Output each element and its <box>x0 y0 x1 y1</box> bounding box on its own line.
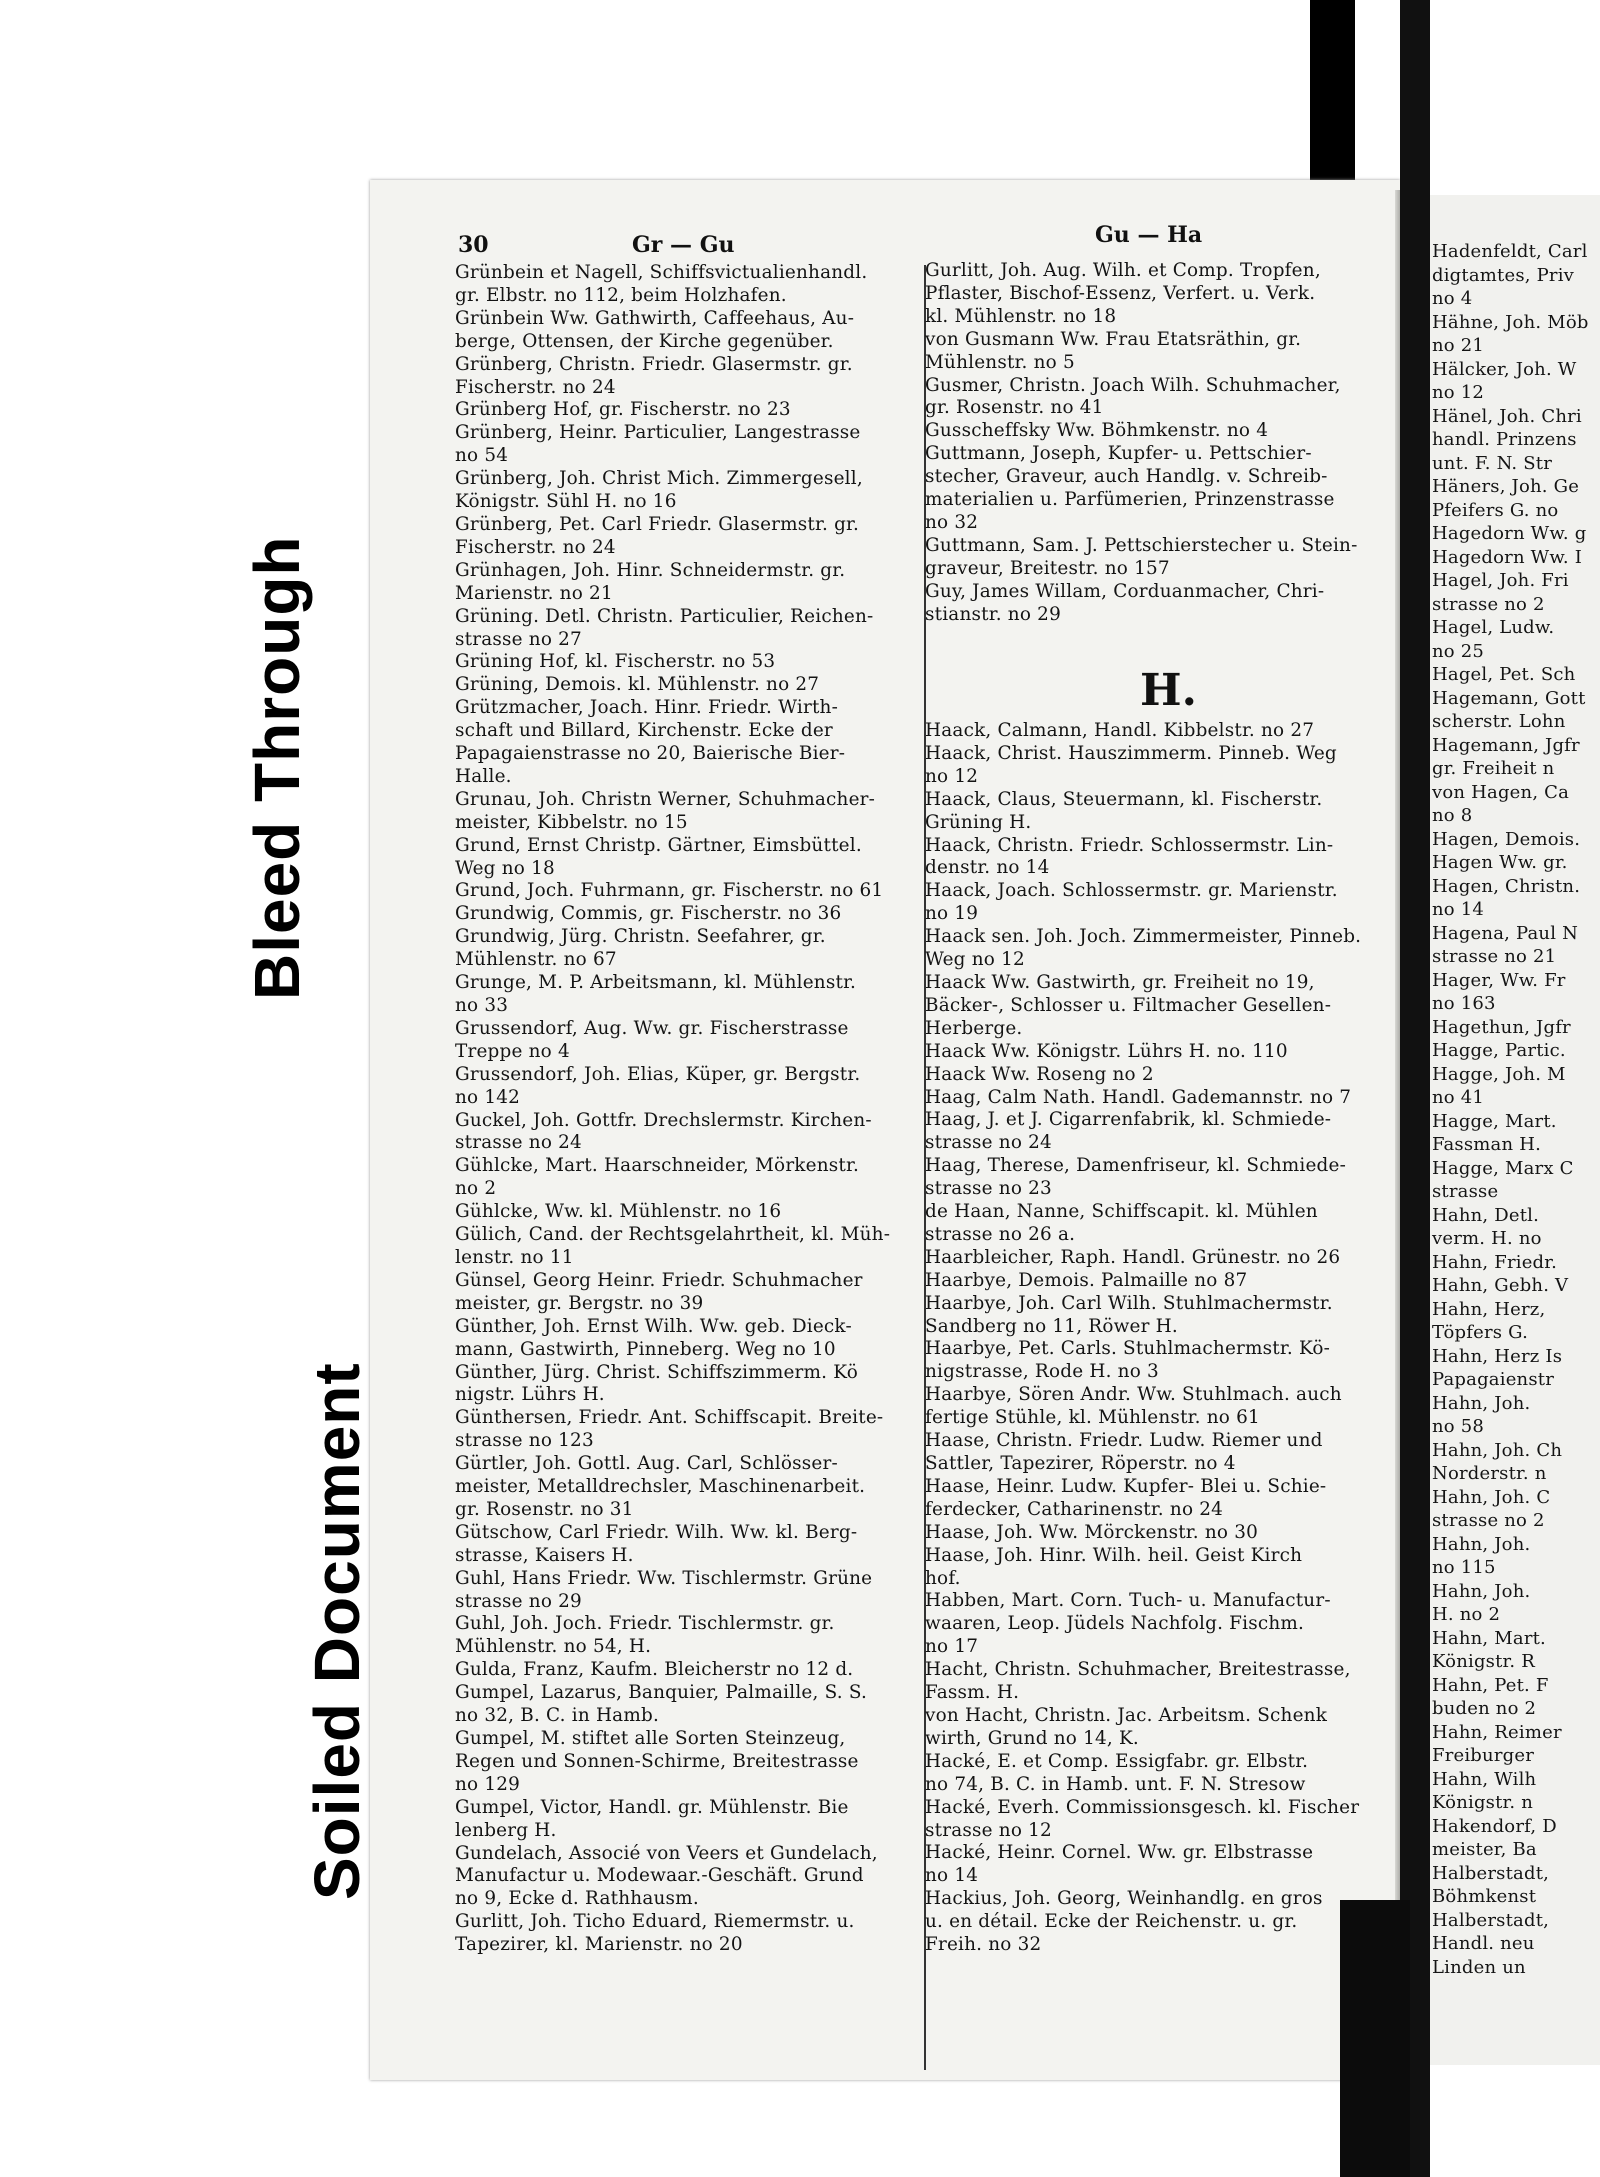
directory-line: no 58 <box>1432 1416 1485 1437</box>
directory-line: Häners, Joh. Ge <box>1432 476 1580 497</box>
directory-line: Grussendorf, Aug. Ww. gr. Fischerstrasse <box>455 1017 849 1039</box>
directory-line: Handl. neu <box>1432 1933 1535 1954</box>
directory-line: Papagaienstrasse no 20, Baierische Bier- <box>455 743 846 765</box>
directory-line: Haack, Joach. Schlossermstr. gr. Marienstr. <box>925 880 1338 902</box>
soiled-document-stamp: Soiled Document <box>301 1362 373 1900</box>
directory-line: Haarbye, Sören Andr. Ww. Stuhlmach. auch <box>925 1384 1342 1406</box>
directory-line: materialien u. Parfümerien, Prinzenstrasse <box>925 489 1335 511</box>
directory-line: Guy, James Willam, Corduanmacher, Chri- <box>925 580 1325 602</box>
directory-line: Grünberg, Heinr. Particulier, Langestrasse <box>455 422 861 444</box>
directory-line: buden no 2 <box>1432 1698 1537 1719</box>
directory-line: Hahn, Pet. F <box>1432 1674 1549 1696</box>
directory-line: Grünberg Hof, gr. Fischerstr. no 23 <box>455 399 791 421</box>
directory-line: von Hagen, Ca <box>1432 781 1570 803</box>
directory-line: Haag, Calm Nath. Handl. Gademannstr. no 7 <box>925 1086 1352 1108</box>
directory-line: Hagemann, Jgfr <box>1432 734 1580 756</box>
directory-line: Hager, Ww. Fr <box>1432 969 1566 991</box>
directory-line: Günsel, Georg Heinr. Friedr. Schuhmacher <box>455 1269 863 1291</box>
directory-line: u. en détail. Ecke der Reichenstr. u. gr. <box>925 1911 1298 1933</box>
directory-line: no 12 <box>925 765 979 787</box>
directory-line: Haarbleicher, Raph. Handl. Grünestr. no 26 <box>925 1246 1341 1268</box>
directory-line: strasse no 23 <box>925 1178 1052 1200</box>
directory-line: Hagel, Pet. Sch <box>1432 664 1576 685</box>
directory-line: Fischerstr. no 24 <box>455 536 616 558</box>
directory-line: meister, Ba <box>1432 1839 1537 1860</box>
directory-line: Hacké, Heinr. Cornel. Ww. gr. Elbstrasse <box>925 1842 1314 1864</box>
directory-line: Günthersen, Friedr. Ant. Schiffscapit. Breite- <box>455 1407 884 1429</box>
directory-line: Freiburger <box>1432 1745 1535 1766</box>
directory-line: Fassm. H. <box>925 1682 1020 1704</box>
directory-line: Hahn, Wilh <box>1432 1768 1537 1790</box>
directory-line: no 142 <box>455 1086 521 1108</box>
directory-line: no 17 <box>925 1636 979 1658</box>
scanner-edge-top <box>1310 0 1355 180</box>
directory-line: strasse, Kaisers H. <box>455 1544 634 1566</box>
directory-line: Grünbein et Nagell, Schiffsvictualienhandl. <box>455 262 868 283</box>
directory-line: Gusmer, Christn. Joach Wilh. Schuhmacher, <box>925 374 1341 396</box>
directory-line: no 21 <box>1432 335 1485 356</box>
directory-line: Hagen Ww. gr. <box>1432 852 1568 873</box>
directory-line: Grünberg, Pet. Carl Friedr. Glasermstr. gr. <box>455 513 860 535</box>
directory-line: Gumpel, M. stiftet alle Sorten Steinzeug, <box>455 1728 846 1749</box>
directory-line: graveur, Breitestr. no 157 <box>925 557 1170 579</box>
directory-line: no 8 <box>1432 805 1473 826</box>
directory-line: Guhl, Joh. Joch. Friedr. Tischlermstr. gr. <box>455 1613 835 1635</box>
directory-line: Grünberg, Christn. Friedr. Glasermstr. gr. <box>455 353 853 375</box>
directory-line: no 54 <box>455 445 509 467</box>
directory-line: Grund, Ernst Christp. Gärtner, Eimsbüttel. <box>455 834 862 856</box>
directory-line: Haarbye, Joh. Carl Wilh. Stuhlmachermstr. <box>925 1292 1333 1314</box>
directory-line: Gühlcke, Mart. Haarschneider, Mörkenstr. <box>455 1155 860 1177</box>
directory-line: Grüning. Detl. Christn. Particulier, Reichen- <box>455 605 874 627</box>
directory-line: Guttmann, Joseph, Kupfer- u. Pettschier- <box>925 443 1312 465</box>
directory-line: meister, gr. Bergstr. no 39 <box>455 1292 704 1314</box>
directory-line: Gühlcke, Ww. kl. Mühlenstr. no 16 <box>455 1201 782 1223</box>
directory-line: Tapezirer, kl. Marienstr. no 20 <box>455 1934 743 1956</box>
directory-line: Haag, J. et J. Cigarrenfabrik, kl. Schmiede- <box>925 1109 1332 1131</box>
directory-line: Haack Ww. Gastwirth, gr. Freiheit no 19, <box>925 971 1315 993</box>
directory-line: verm. H. no <box>1432 1228 1542 1249</box>
directory-line: Hackius, Joh. Georg, Weinhandlg. en gros <box>925 1888 1323 1910</box>
directory-line: Haack, Christ. Hauszimmerm. Pinneb. Weg <box>925 742 1337 764</box>
directory-line: berge, Ottensen, der Kirche gegenüber. <box>455 330 834 352</box>
directory-line: no 9, Ecke d. Rathhausm. <box>455 1888 699 1910</box>
directory-line: hof. <box>925 1567 961 1589</box>
directory-line: Haag, Therese, Damenfriseur, kl. Schmiede- <box>925 1155 1347 1177</box>
directory-line: stianstr. no 29 <box>925 603 1061 625</box>
directory-line: no 115 <box>1432 1557 1496 1578</box>
page-number: 30 <box>458 232 489 258</box>
directory-line: Hadenfeldt, Carl <box>1432 241 1588 262</box>
directory-line: Hakendorf, D <box>1432 1815 1557 1837</box>
directory-line: Guttmann, Sam. J. Pettschierstecher u. Stein- <box>925 534 1358 556</box>
directory-line: kl. Mühlenstr. no 18 <box>925 305 1117 327</box>
directory-line: Hagen, Christn. <box>1432 875 1581 897</box>
directory-line: no 32, B. C. in Hamb. <box>455 1705 660 1727</box>
directory-line: Gütschow, Carl Friedr. Wilh. Ww. kl. Berg- <box>455 1521 858 1543</box>
directory-line: von Gusmann Ww. Frau Etatsräthin, gr. <box>925 328 1302 350</box>
directory-line: Haarbye, Demois. Palmaille no 87 <box>925 1269 1248 1291</box>
directory-line: Gulda, Franz, Kaufm. Bleicherstr no 12 d. <box>455 1659 854 1681</box>
directory-line: Haack Ww. Königstr. Lührs H. no. 110 <box>925 1040 1288 1062</box>
directory-line: Mühlenstr. no 5 <box>925 351 1075 373</box>
directory-line: strasse no 12 <box>925 1819 1052 1841</box>
directory-line: Grund, Joch. Fuhrmann, gr. Fischerstr. no 61 <box>455 880 884 902</box>
directory-line: Grünberg, Joh. Christ Mich. Zimmergesell, <box>455 468 863 490</box>
directory-line: strasse no 29 <box>455 1590 582 1612</box>
directory-line: Haack, Calmann, Handl. Kibbelstr. no 27 <box>925 720 1315 741</box>
directory-line: Königstr. Sühl H. no 16 <box>455 491 677 513</box>
directory-line: H. no 2 <box>1432 1604 1501 1625</box>
directory-line: Halle. <box>455 765 512 787</box>
directory-line: strasse no 21 <box>1432 946 1557 967</box>
directory-line: Haase, Joh. Hinr. Wilh. heil. Geist Kirch <box>925 1544 1303 1566</box>
directory-line: Hagel, Ludw. <box>1432 617 1555 638</box>
middle-column-top <box>925 260 1395 627</box>
directory-line: Hagge, Mart. <box>1432 1110 1557 1132</box>
directory-line: no 163 <box>1432 993 1496 1014</box>
directory-line: Haase, Christn. Friedr. Ludw. Riemer und <box>925 1430 1323 1452</box>
directory-line: Marienstr. no 21 <box>455 582 613 604</box>
left-running-header: Gr — Gu <box>632 232 735 258</box>
directory-line: gr. Rosenstr. no 31 <box>455 1498 634 1520</box>
directory-line: no 32 <box>925 511 979 533</box>
directory-line: Haack sen. Joh. Joch. Zimmermeister, Pinneb. <box>925 926 1362 948</box>
bleed-through-stamp: Bleed Through <box>241 535 313 1000</box>
directory-line: Hagge, Partic. <box>1432 1040 1566 1061</box>
directory-line: Hacké, Everh. Commissionsgesch. kl. Fischer <box>925 1796 1360 1818</box>
directory-line: Linden un <box>1432 1956 1526 1978</box>
directory-line: Günther, Jürg. Christ. Schiffszimmerm. Kö <box>455 1361 858 1383</box>
directory-line: Manufactur u. Modewaar.-Geschäft. Grund <box>455 1865 864 1887</box>
left-column <box>455 262 925 1957</box>
directory-line: Grunge, M. P. Arbeitsmann, kl. Mühlenstr. <box>455 972 857 994</box>
directory-line: Hahn, Joh. <box>1432 1533 1531 1555</box>
directory-line: Gumpel, Victor, Handl. gr. Mühlenstr. Bie <box>455 1796 849 1818</box>
directory-line: denstr. no 14 <box>925 857 1050 879</box>
directory-line: Freih. no 32 <box>925 1934 1042 1956</box>
directory-line: Grüning, Demois. kl. Mühlenstr. no 27 <box>455 674 820 696</box>
directory-line: Grünbein Ww. Gathwirth, Caffeehaus, Au- <box>455 307 855 329</box>
directory-line: Königstr. R <box>1432 1651 1535 1672</box>
directory-line: gr. Elbstr. no 112, beim Holzhafen. <box>455 284 787 306</box>
directory-line: strasse <box>1432 1181 1499 1202</box>
directory-line: Pfeifers G. no <box>1432 499 1559 521</box>
directory-line: meister, Kibbelstr. no 15 <box>455 811 688 833</box>
directory-line: strasse no 2 <box>1432 1510 1545 1531</box>
directory-line: Haarbye, Pet. Carls. Stuhlmachermstr. Kö- <box>925 1338 1331 1360</box>
directory-line: Bäcker-, Schlosser u. Filtmacher Gesellen- <box>925 994 1332 1016</box>
directory-line: strasse no 26 a. <box>925 1223 1076 1245</box>
directory-line: handl. Prinzens <box>1432 429 1577 450</box>
directory-line: Hagena, Paul N <box>1432 922 1579 944</box>
directory-line: Gürtler, Joh. Gottl. Aug. Carl, Schlösser- <box>455 1453 838 1475</box>
directory-line: Grünhagen, Joh. Hinr. Schneidermstr. gr. <box>455 559 846 581</box>
directory-line: Fischerstr. no 24 <box>455 376 616 398</box>
directory-line: Hahn, Joh. C <box>1432 1486 1551 1508</box>
directory-line: Hagge, Marx C <box>1432 1157 1574 1179</box>
directory-line: Regen und Sonnen-Schirme, Breitestrasse <box>455 1750 859 1772</box>
directory-line: Halberstadt, <box>1432 1909 1550 1931</box>
directory-line: Königstr. n <box>1432 1792 1534 1813</box>
directory-line: Grussendorf, Joh. Elias, Küper, gr. Bergstr. <box>455 1063 861 1085</box>
directory-line: no 25 <box>1432 640 1485 662</box>
directory-line: no 33 <box>455 995 509 1016</box>
directory-line: schaft und Billard, Kirchenstr. Ecke der <box>455 720 833 742</box>
directory-line: Haack, Christn. Friedr. Schlossermstr. Lin- <box>925 834 1334 856</box>
directory-line: Haack Ww. Roseng no 2 <box>925 1063 1154 1085</box>
directory-line: digtamtes, Priv <box>1432 264 1575 286</box>
directory-line: Grüning H. <box>925 811 1032 833</box>
directory-line: no 4 <box>1432 288 1473 309</box>
facing-page-column <box>1432 240 1600 1979</box>
directory-line: Grundwig, Commis, gr. Fischerstr. no 36 <box>455 903 842 925</box>
directory-line: mann, Gastwirth, Pinneberg. Weg no 10 <box>455 1338 836 1360</box>
directory-line: Treppe no 4 <box>455 1040 570 1062</box>
directory-line: Günther, Joh. Ernst Wilh. Ww. geb. Dieck- <box>455 1315 852 1337</box>
directory-line: Grützmacher, Joach. Hinr. Friedr. Wirth- <box>455 697 839 719</box>
directory-line: Hagel, Joh. Fri <box>1432 570 1569 591</box>
directory-line: Grundwig, Jürg. Christn. Seefahrer, gr. <box>455 926 826 948</box>
section-letter-heading: H. <box>1140 665 1197 716</box>
directory-line: Hahn, Joh. <box>1432 1392 1531 1414</box>
directory-line: Haase, Joh. Ww. Mörckenstr. no 30 <box>925 1521 1259 1543</box>
directory-line: Gurlitt, Joh. Ticho Eduard, Riemermstr. u. <box>455 1911 855 1933</box>
directory-line: Gülich, Cand. der Rechtsgelahrtheit, kl. Müh- <box>455 1224 891 1246</box>
directory-line: Hagemann, Gott <box>1432 687 1586 709</box>
directory-line: Habben, Mart. Corn. Tuch- u. Manufactur- <box>925 1590 1331 1612</box>
directory-line: Weg no 18 <box>455 857 555 879</box>
directory-line: nigstrasse, Rode H. no 3 <box>925 1361 1159 1383</box>
directory-line: Hahn, Mart. <box>1432 1627 1546 1649</box>
directory-line: Hälcker, Joh. W <box>1432 358 1577 380</box>
directory-line: waaren, Leop. Jüdels Nachfolg. Fischm. <box>925 1613 1305 1635</box>
directory-line: no 41 <box>1432 1087 1485 1108</box>
directory-line: scherstr. Lohn <box>1432 711 1566 732</box>
directory-line: Papagaienstr <box>1432 1369 1555 1390</box>
directory-line: Hahn, Joh. Ch <box>1432 1439 1563 1461</box>
directory-line: Norderstr. n <box>1432 1463 1547 1484</box>
directory-line: Hahn, Reimer <box>1432 1721 1562 1743</box>
directory-line: gr. Freiheit n <box>1432 758 1555 779</box>
directory-line: Hahn, Herz, <box>1432 1298 1546 1320</box>
directory-line: Hacht, Christn. Schuhmacher, Breitestrasse, <box>925 1659 1351 1681</box>
directory-line: wirth, Grund no 14, K. <box>925 1727 1139 1749</box>
directory-line: Mühlenstr. no 54, H. <box>455 1636 652 1658</box>
directory-line: strasse no 24 <box>925 1132 1052 1154</box>
directory-line: gr. Rosenstr. no 41 <box>925 397 1104 419</box>
directory-line: no 19 <box>925 903 979 925</box>
directory-line: Töpfers G. <box>1432 1322 1529 1343</box>
directory-line: Fassman H. <box>1432 1134 1542 1155</box>
directory-line: no 74, B. C. in Hamb. unt. F. N. Stresow <box>925 1773 1306 1795</box>
directory-line: Sattler, Tapezirer, Röperstr. no 4 <box>925 1453 1236 1474</box>
directory-line: von Hacht, Christn. Jac. Arbeitsm. Schenk <box>925 1704 1328 1726</box>
scanner-edge-right <box>1400 0 1430 2177</box>
directory-line: Hahn, Joh. <box>1432 1580 1531 1602</box>
directory-line: strasse no 123 <box>455 1430 594 1452</box>
directory-line: Grunau, Joh. Christn Werner, Schuhmacher- <box>455 788 876 810</box>
directory-line: lenstr. no 11 <box>455 1246 574 1268</box>
directory-line: Hagethun, Jgfr <box>1432 1016 1571 1038</box>
directory-line: Gurlitt, Joh. Aug. Wilh. et Comp. Tropfen, <box>925 260 1321 281</box>
directory-line: Grüning Hof, kl. Fischerstr. no 53 <box>455 651 776 673</box>
directory-line: Hagedorn Ww. I <box>1432 546 1583 568</box>
directory-line: Sandberg no 11, Röwer H. <box>925 1315 1178 1337</box>
directory-line: unt. F. N. Str <box>1432 452 1553 474</box>
directory-line: Gumpel, Lazarus, Banquier, Palmaille, S. S. <box>455 1682 868 1704</box>
directory-line: stecher, Graveur, auch Handlg. v. Schreib- <box>925 466 1328 488</box>
directory-line: Guckel, Joh. Gottfr. Drechslermstr. Kirchen- <box>455 1109 872 1131</box>
directory-line: Haack, Claus, Steuermann, kl. Fischerstr. <box>925 788 1323 810</box>
directory-line: no 12 <box>1432 382 1485 403</box>
directory-line: no 14 <box>1432 899 1485 920</box>
directory-line: Halberstadt, <box>1432 1862 1550 1884</box>
directory-line: Herberge. <box>925 1017 1023 1039</box>
directory-line: Böhmkenst <box>1432 1886 1537 1907</box>
directory-line: strasse no 2 <box>1432 593 1545 615</box>
directory-line: Hahn, Gebh. V <box>1432 1275 1569 1296</box>
directory-line: lenberg H. <box>455 1819 557 1841</box>
directory-line: Gusscheffsky Ww. Böhmkenstr. no 4 <box>925 420 1269 442</box>
directory-line: strasse no 24 <box>455 1132 582 1154</box>
directory-line: no 14 <box>925 1865 979 1887</box>
right-running-header: Gu — Ha <box>1095 222 1203 248</box>
directory-line: Weg no 12 <box>925 949 1025 971</box>
directory-line: Hagen, Demois. <box>1432 828 1581 850</box>
directory-line: de Haan, Nanne, Schiffscapit. kl. Mühlen <box>925 1201 1318 1223</box>
directory-line: Hahn, Detl. <box>1432 1204 1540 1226</box>
directory-line: Hahn, Friedr. <box>1432 1251 1558 1273</box>
directory-line: meister, Metalldrechsler, Maschinenarbeit. <box>455 1476 866 1498</box>
directory-line: Hagge, Joh. M <box>1432 1063 1566 1085</box>
directory-line: ferdecker, Catharinenstr. no 24 <box>925 1498 1224 1520</box>
directory-line: Hähne, Joh. Möb <box>1432 311 1589 333</box>
directory-line: Hahn, Herz Is <box>1432 1345 1563 1367</box>
directory-line: Gundelach, Associé von Veers et Gundelach, <box>455 1842 878 1864</box>
directory-line: no 2 <box>455 1178 497 1200</box>
middle-column-bottom <box>925 720 1395 1957</box>
directory-line: Haase, Heinr. Ludw. Kupfer- Blei u. Schie- <box>925 1475 1327 1497</box>
directory-line: fertige Stühle, kl. Mühlenstr. no 61 <box>925 1407 1260 1429</box>
directory-line: Pflaster, Bischof-Essenz, Verfert. u. Verk. <box>925 282 1316 304</box>
directory-line: Guhl, Hans Friedr. Ww. Tischlermstr. Grüne <box>455 1567 873 1589</box>
directory-line: strasse no 27 <box>455 628 582 650</box>
directory-line: Hänel, Joh. Chri <box>1432 405 1582 427</box>
directory-line: Mühlenstr. no 67 <box>455 949 617 971</box>
directory-line: Hagedorn Ww. g <box>1432 523 1587 544</box>
directory-line: no 129 <box>455 1773 521 1795</box>
directory-line: Hacké, E. et Comp. Essigfabr. gr. Elbstr. <box>925 1750 1309 1772</box>
directory-line: nigstr. Lührs H. <box>455 1384 605 1406</box>
